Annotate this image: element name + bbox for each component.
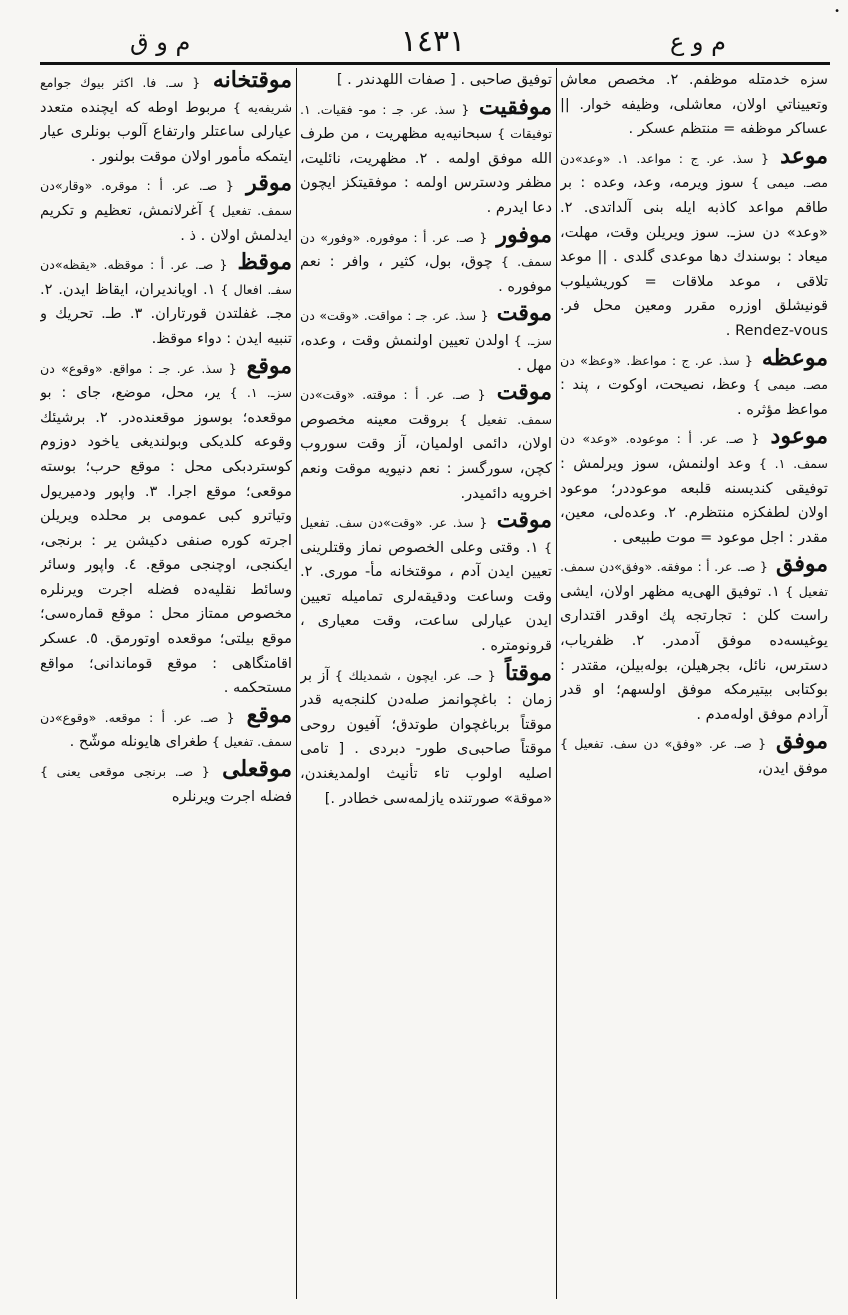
entry-grammar: { سذ. عر. «وقت»دن سف. تفعيل } [300, 515, 552, 555]
entry-definition: موفق ايدن، [757, 760, 828, 778]
dictionary-entry [560, 729, 828, 781]
left-column [40, 68, 292, 1299]
entry-grammar: { حـ. عر. ايچون ، شمديلك } [329, 667, 496, 683]
entry-headword: موفق [767, 551, 828, 578]
entry-headword: موقع [236, 352, 292, 379]
entry-definition: سبحانيه‌يه مظهريت ، من طرف الله موفق اولمه . ٢. مظهريت، نائليت، مظفر ودسترس اولمه : موفقيتكز ايچون دعا ايدرم . [300, 125, 552, 216]
entry-grammar: { سـ. فا. اكثر بيوك جوامع شريفه‌يه } [40, 75, 292, 115]
entry-definition: ١. اويانديران، ايقاظ ايدن. ٢. مجـ. غفلتدن قورتاران. ٣. طـ. تحريك و تنبيه ايدن : دواء موقظ. [40, 280, 292, 347]
entry-definition: آغرلانمش، تعظيم و تكريم ايدلمش اولان . ذ . [40, 201, 292, 244]
entry-grammar: { سذ. عر. جـ : مواقع. «وقوع» دن سزـ. ١. } [40, 360, 292, 401]
entry-grammar: { صـ. عر. أ : موقظه. «يقظه»دن سفـ. افعال } [40, 257, 292, 297]
dictionary-entry [300, 301, 552, 378]
entry-grammar: { صـ. برنجی موقعی يعنی } [40, 764, 210, 780]
entry-headword: موعظه [752, 344, 828, 371]
entry-grammar: { صـ. عر. أ : موقعه. «وقوع»دن سمف. تفعيل } [40, 709, 292, 750]
dictionary-entry [300, 68, 552, 93]
page-header [40, 24, 826, 62]
entry-definition: توفيق صاحبی . [ صفات اللهدندر . ] [336, 71, 552, 88]
header-left-label: م و ق [130, 28, 191, 56]
entry-headword: موقر [233, 170, 292, 197]
entry-headword: موقت [488, 300, 552, 327]
dictionary-entry [300, 661, 552, 812]
dictionary-entry [40, 757, 292, 809]
entry-grammar: { صـ. عر. أ : موفوره. «وفور» دن سمف. } [300, 229, 552, 270]
dictionary-entry [300, 95, 552, 221]
entry-grammar: { صـ. عر. «وفق» دن سف. تفعيل } [560, 736, 767, 752]
dictionary-entry [560, 346, 828, 423]
entry-definition: مربوط اوطه كه ايچنده متعدد عيارلی ساعتلر وارتفاع آلوب بونلری عيار ايتمكه مأمور اولان موقت بولنور . [40, 98, 292, 165]
entry-headword: موفق [766, 728, 828, 755]
right-column [560, 68, 828, 1299]
entry-definition: سوز ويرمه، وعد، وعده : بر طاقم مواعد كاذبه ايله بنی آلداتدی. ٢. «وعد» دن سزـ. سوز ويريلن وقت، مهلت، ميعاد : بوسندك دها موعدی گلدی . || موعد تلاقی ، موعد ملاقات = كوريشيلوب قونيشلق اوزره مقرر ومعين محل فر. Rendez-vous . [560, 174, 828, 339]
entry-definition: اولدن تعيين اولنمش وقت ، وعده، مهل . [300, 331, 552, 374]
dictionary-entry [560, 424, 828, 550]
entry-headword: موقتخانه [200, 68, 292, 93]
dictionary-entry [560, 68, 828, 142]
entry-definition: فضله اجرت ويرنلره [171, 787, 292, 805]
entry-definition: چوق، بول، كثير ، وافر : نعم موفوره . [300, 253, 552, 295]
entry-definition: بروقت معينه مخصوص اولان، دائمی اولميان، آز وقت سوروب كچن، سورگسز : نعم دنيويه موقت ونعم اخرويه دائميدر. [300, 410, 552, 502]
dictionary-entry [560, 144, 828, 344]
middle-column [300, 68, 552, 1299]
entry-grammar: { سذ. عر. جـ : مو- فقيات. ١. توفيقات } [300, 101, 552, 142]
entry-headword: موعود [759, 423, 828, 450]
corner-mark: • [834, 6, 840, 17]
dictionary-entry [40, 703, 292, 755]
entry-grammar: { صـ. عر. أ : موفقه. «وفق»دن سمف. تفعيل } [560, 559, 828, 599]
entry-headword: موقع [234, 701, 292, 728]
entry-headword: موفقيت [469, 93, 552, 120]
dictionary-entry [40, 354, 292, 701]
entry-definition: ١. وقتی وعلی الخصوص نماز وقتلرينی تعيين ايدن آدم ، موقتخانه مأ- موری. ٢. وقت وساعت ودقيقه‌لری تماميله تعيين ايدن عيارلی ساعت، وقت معياری ، قرونومتره . [300, 538, 552, 655]
entry-headword: موقعلی [209, 756, 292, 783]
entry-grammar: { صـ. عر. أ : موعوده. «وعد» دن سمف. ١. } [560, 431, 828, 471]
dictionary-entry [40, 250, 292, 351]
entry-grammar: { سذ. عر. ج : مواعظ. «وعظ» دن مصـ. ميمی } [560, 352, 828, 393]
page-number: ١٤٣١ [400, 24, 466, 59]
column-divider [296, 68, 297, 1299]
entry-headword: موقت [485, 379, 552, 406]
entry-grammar: { سذ. عر. جـ : مواقت. «وقت» دن سزـ. } [300, 308, 552, 348]
entry-definition: طغرای هايونله موشّح . [69, 733, 208, 751]
entry-definition: وعد اولنمش، سوز ويرلمش : توفيقی كنديسنه قلبعه موعوددر؛ موعود اولان لطفكزه منتظرم. ٢. وعده‌لی، معين، مقدر : اجل موعود = موت طبيعی . [560, 454, 828, 546]
entry-headword: موقتاً [495, 659, 552, 686]
entry-definition: سزه خدمتله موظفم. ٢. مخصص معاش وتعييناتي اولان، معاشلی، وظيفه خوار. || عساكر موظفه = منتظم عسكر . [560, 71, 828, 138]
entry-headword: موفور [487, 221, 552, 248]
entry-headword: موقت [487, 507, 552, 534]
header-rule [40, 62, 830, 65]
entry-definition: ١. توفيق الهی‌يه مظهر اولان، ايشی راست كلن : تجارتجه پك اوقدر اقتداری يوغيسه‌ده موفق آدمدر. ٢. ظفرياب، دسترس، نائل، بجرهيلن، بوله‌بيلن، مقتدر : بوكتابی بيتيرمكه موفق اولسهم؛ او قدر آرادم موفق اوله‌مدم . [560, 582, 828, 723]
entry-definition: وعظ، نصيحت، اوكوت ، پند : مواعظ مؤثره . [560, 376, 828, 418]
entry-grammar: { سذ. عر. ج : مواعد. ١. «وعد»دن مصـ. ميمی } [560, 150, 828, 191]
dictionary-entry [40, 68, 292, 169]
dictionary-entry [300, 223, 552, 300]
entry-headword: موعد [768, 142, 828, 169]
column-divider [556, 68, 557, 1299]
entry-headword: موقظ [227, 249, 292, 276]
entry-grammar: { صـ. عر. أ : موقته. «وقت»دن سمف. تفعيل } [300, 387, 552, 427]
header-right-label: م و ع [669, 28, 726, 56]
entry-definition: آز بر زمان : باغچوانمز صله‌دن كلنجه‌يه قدر موقتاً برباغچوان طوتدق؛ آفيون روحی موقتاً صاحبی‌ی طور- دبردی . [ تامی اصليه اولوب تاء تأنيث اولمديغندن، «موقة» صورتنده يازلمه‌سی خطادر .] [300, 666, 552, 807]
entry-grammar: { صـ. عر. أ : موقره. «وقار»دن سمف. تفعيل } [40, 178, 292, 218]
dictionary-entry [300, 508, 552, 659]
dictionary-entry [40, 171, 292, 248]
entry-definition: ير، محل، موضع، جای : بو موقعده؛ بوسوز موقعنده‌در. ٢. برشيئك وقوعه كلديكی وبولنديغی ياخود دوزوم كوستردبكی محل : موقع حرب؛ بوسته موقعی؛ موقع اجرا. ٣. واپور ودميريول وتياترو كبی عمومی بر محلده ويريلن اجرته كوره صنفی دكيشن ير : برنجی، ايكنجی، اوچنجی موقع. ٤. واپور وسائر وسائط نقليه‌ده فضله اجرت ويرنلره مخصوص ممتاز محل : موقع قماره‌سی؛ موقع بيلتی؛ موقعده اوتورمق. ٥. عسكر اقامتگاهی : موقع قوماندانی؛ مواقع مستحكمه . [40, 384, 292, 697]
dictionary-entry [300, 380, 552, 506]
dictionary-entry [560, 552, 828, 727]
